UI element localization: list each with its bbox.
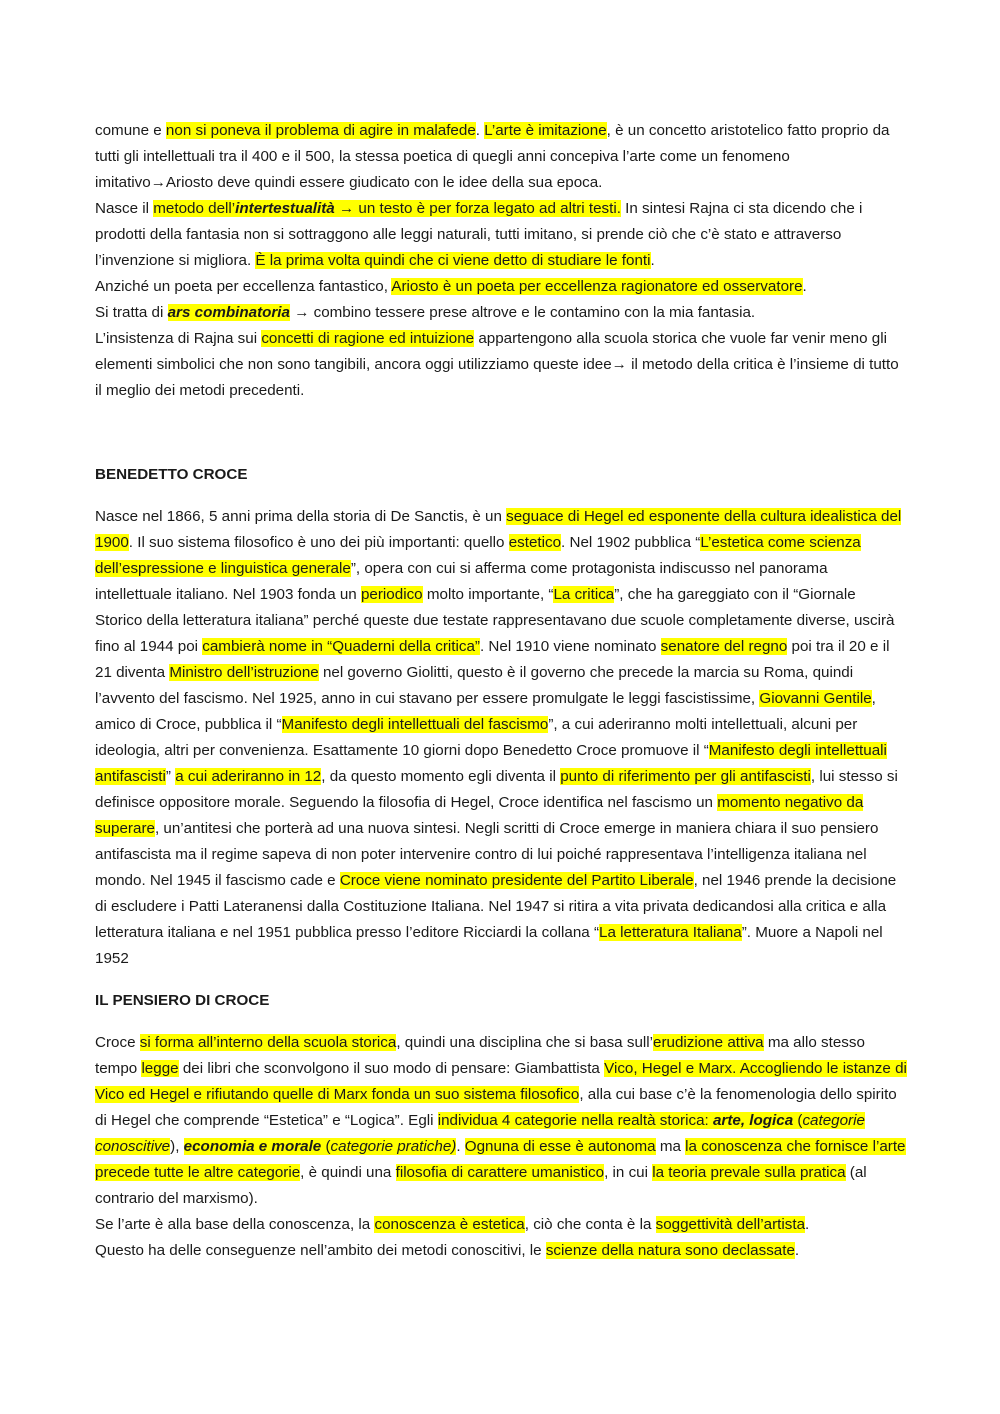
highlighted-text: punto di riferimento per gli antifascisti [560,768,811,785]
text-run: molto importante, “ [422,586,554,603]
highlighted-text: non si poneva il problema di agire in malafede [165,122,476,139]
highlighted-text: ars combinatoria [167,304,290,321]
text-run: , alla cui base c’è la fenomenologia dello spirito di Hegel che comprende “Estetica” e “Logica”. Egli [95,1086,897,1129]
highlighted-text: erudizione attiva [653,1034,764,1051]
text-run: Nasce il [95,200,154,217]
text-run: , lui stesso si definisce oppositore morale. Seguendo la filosofia di Hegel, Croce identifica nel fascismo un [95,768,898,811]
highlighted-text: seguace di Hegel ed esponente della cultura idealistica del 1900 [95,508,902,551]
text-run: , un’antitesi che porterà ad una nuova sintesi. Negli scritti di Croce emerge in maniera chiara il suo pensiero antifascista ma il regime sapeva di non poter intervenire contro di lui poiché rappresentava l’intelligenza italiana nel mondo. Nel 1945 il fascismo cade e [95,820,879,889]
highlighted-text: la teoria prevale sulla pratica [652,1164,846,1181]
text-run: appartengono alla scuola storica che vuole far venir meno gli elementi simbolici che non sono tangibili, ancora oggi utilizziamo queste idee→ il metodo della critica è l’insieme di tutto il meglio dei metodi precedenti. [95,330,899,399]
text-run: . Il suo sistema filosofico è uno dei più importanti: quello [128,534,509,551]
text-run: ”, che ha gareggiato con il “Giornale Storico della letteratura italiana” perché queste due testate rappresentavano due scuole completamente diverse, uscirà fino al 1944 poi [95,586,895,655]
section-spacer [95,404,907,462]
highlighted-text: L’arte è imitazione [484,122,607,139]
text-run: . [456,1138,465,1155]
text-run: , amico di Croce, pubblica il “ [95,690,876,733]
text-run: , in cui [604,1164,653,1181]
highlighted-text: categorie conoscitive [95,1112,865,1155]
highlighted-text: scienze della natura sono declassate [545,1242,795,1259]
text-run: ”, opera con cui si afferma come protagonista indiscusso nel panorama intellettuale italiano. Nel 1903 fonda un [95,560,828,603]
highlighted-text: intertestualità [235,200,335,217]
text-run: comune e [95,122,166,139]
text-run: Si tratta di [95,304,168,321]
paragraph-intro [95,118,907,404]
highlighted-text: Croce viene nominato presidente del Partito Liberale [339,872,694,889]
highlighted-text: senatore del regno [660,638,788,655]
text-run: , da questo momento egli diventa il [321,768,561,785]
text-run: Se l’arte è alla base della conoscenza, la [95,1216,375,1233]
highlighted-text: ) [451,1138,457,1155]
text-run: , [175,1138,184,1155]
highlighted-text: metodo dell’ [153,200,236,217]
text-run: Nasce nel 1866, 5 anni prima della storia di De Sanctis, è un [95,508,507,525]
text-run: poi tra il 20 e il 21 diventa [95,638,890,681]
text-run: . [475,122,485,139]
text-run: Questo ha delle conseguenze nell’ambito dei metodi conoscitivi, le [95,1242,546,1259]
highlighted-text: ( [793,1112,803,1129]
highlighted-text: La critica [553,586,615,603]
highlighted-text: concetti di ragione ed intuizione [261,330,475,347]
highlighted-text: → un testo è per forza legato ad altri testi. [334,200,621,217]
highlighted-text: individua 4 categorie nella realtà storica: [437,1112,713,1129]
highlighted-text: estetico [508,534,562,551]
text-run: , è quindi una [300,1164,396,1181]
highlighted-text: Ariosto è un poeta per eccellenza ragionatore ed osservatore [391,278,803,295]
text-run: → combino tessere prese altrove e le contamino con la mia fantasia. [289,304,756,321]
heading-spacer [95,1014,907,1030]
highlighted-text: L’estetica come scienza dell’espressione e linguistica generale [95,534,861,577]
text-run: . [805,1216,810,1233]
text-run: ” [165,768,176,785]
highlighted-text: cambierà nome in “Quaderni della critica” [202,638,480,655]
highlighted-text: momento negativo da superare [95,794,864,837]
highlighted-text: È la prima volta quindi che ci viene detto di studiare le fonti [255,252,651,269]
highlighted-text: periodico [360,586,423,603]
text-run: nel governo Giolitti, questo è il governo che precede la marcia su Roma, quindi l’avvento del fascismo. Nel 1925, anno in cui stavano per essere promulgate le leggi fascistissime, [95,664,854,707]
highlighted-text: Ministro dell’istruzione [169,664,319,681]
paragraph-croce-biography [95,504,907,972]
text-run: L’insistenza di Rajna sui [95,330,262,347]
text-run: Croce [95,1034,140,1051]
highlighted-text: arte, logica [712,1112,794,1129]
heading-spacer [95,488,907,504]
highlighted-text: legge [141,1060,179,1077]
highlighted-text: categorie pratiche [330,1138,452,1155]
text-run: , è un concetto aristotelico fatto proprio da tutti gli intellettuali tra il 400 e il 500, la stessa poetica di quegli anni concepiva l’arte come un fenomeno imitativo→Ariosto deve quindi essere giudicato con le idee della sua epoca. [95,122,890,191]
text-run: ) [170,1138,176,1155]
highlighted-text: filosofia di carattere umanistico [395,1164,605,1181]
text-run: (al contrario del marxismo). [95,1164,867,1207]
highlighted-text: economia e morale [183,1138,322,1155]
highlighted-text: Vico, Hegel e Marx. Accogliendo le istanze di Vico ed Hegel e rifiutando quelle di Marx fonda un suo sistema filosofico [95,1060,907,1103]
text-run: , quindi una disciplina che si basa sull’ [396,1034,654,1051]
highlighted-text: Ognuna di esse è autonoma [464,1138,656,1155]
text-run: ma allo stesso tempo [95,1034,865,1077]
section-spacer [95,972,907,988]
document-content [95,118,907,1264]
text-run: . [802,278,807,295]
text-run: ”. Muore a Napoli nel 1952 [95,924,883,967]
highlighted-text: a cui aderiranno in 12 [175,768,322,785]
highlighted-text: si forma all’interno della scuola storica [139,1034,397,1051]
text-run: dei libri che sconvolgono il suo modo di pensare: Giambattista [178,1060,605,1077]
text-run: In sintesi Rajna ci sta dicendo che i prodotti della fantasia non si sottraggono alle leggi naturali, tutti imitano, si prende ciò che c’è stato e attraverso l’invenzione si migliora. [95,200,863,269]
text-run: . Nel 1910 viene nominato [479,638,661,655]
text-run: , nel 1946 prende la decisione di escludere i Patti Lateranensi dalla Costituzione Italiana. Nel 1947 si ritira a vita privata dedicandosi alla critica e alla letteratura italiana e nel 1951 pubblica presso l’editore Ricciardi la collana “ [95,872,897,941]
text-run: . Nel 1902 pubblica “ [561,534,701,551]
highlighted-text: conoscenza è estetica [374,1216,525,1233]
paragraph-croce-thought [95,1030,907,1264]
highlighted-text: Giovanni Gentile [759,690,872,707]
text-run: ma [655,1138,686,1155]
highlighted-text: soggettività dell’artista [655,1216,806,1233]
highlighted-text: Manifesto degli intellettuali del fascismo [281,716,549,733]
highlighted-text: ( [321,1138,331,1155]
highlighted-text: La letteratura Italiana [599,924,742,941]
highlighted-text: Manifesto degli intellettuali antifascisti [95,742,887,785]
heading-pensiero-di-croce: IL PENSIERO DI CROCE [95,992,270,1009]
text-run: . [650,252,655,269]
highlighted-text: la conoscenza che fornisce l’arte precede tutte le altre categorie [95,1138,906,1181]
text-run: . [794,1242,800,1259]
text-run: ”, a cui aderiranno molti intellettuali, alcuni per ideologia, altri per convenienza. Esattamente 10 giorni dopo Benedetto Croce promuove il “ [95,716,858,759]
text-run: Anziché un poeta per eccellenza fantastico, [95,278,392,295]
text-run: , ciò che conta è la [524,1216,656,1233]
heading-benedetto-croce: BENEDETTO CROCE [95,466,248,483]
